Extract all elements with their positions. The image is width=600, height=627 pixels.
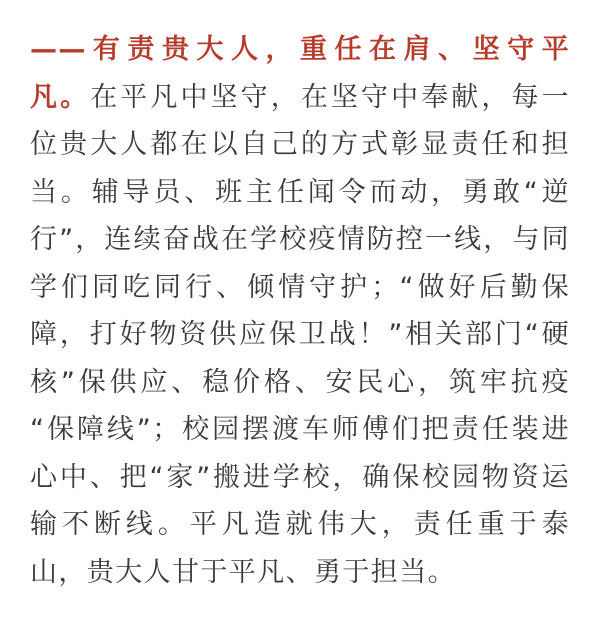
highlight-heading-end: 凡。 — [30, 81, 91, 113]
paragraph-line: 心中、把“家”搬进学校，确保校园物资运 — [30, 461, 570, 493]
paragraph-line: 行”，连续奋战在学校疫情防控一线，与同 — [30, 224, 570, 255]
paragraph-line: 输不断线。平凡造就伟大，责任重于泰 — [30, 509, 570, 540]
paragraph-line: 核”保供应、稳价格、安民心，筑牢抗疫 — [30, 366, 570, 398]
paragraph-line: “保障线”；校园摆渡车师傅们把责任装进 — [30, 414, 570, 445]
highlight-heading: ——有责贵大人，重任在肩、坚守平 — [30, 34, 570, 65]
paragraph-line: 山，贵大人甘于平凡、勇于担当。 — [30, 556, 456, 588]
paragraph-line: 障，打好物资供应保卫战！”相关部门“硬 — [30, 319, 570, 350]
paragraph-line: 学们同吃同行、倾情守护；“做好后勤保 — [30, 271, 570, 303]
paragraph-line: 当。辅导员、班主任闻令而动，勇敢“逆 — [30, 176, 570, 208]
paragraph-line: 位贵大人都在以自己的方式彰显责任和担 — [30, 129, 570, 160]
article-paragraph — [30, 26, 570, 596]
paragraph-text: 在平凡中坚守，在坚守中奉献，每一 — [90, 81, 570, 113]
paragraph-line — [30, 26, 570, 74]
paragraph-line — [30, 74, 570, 122]
